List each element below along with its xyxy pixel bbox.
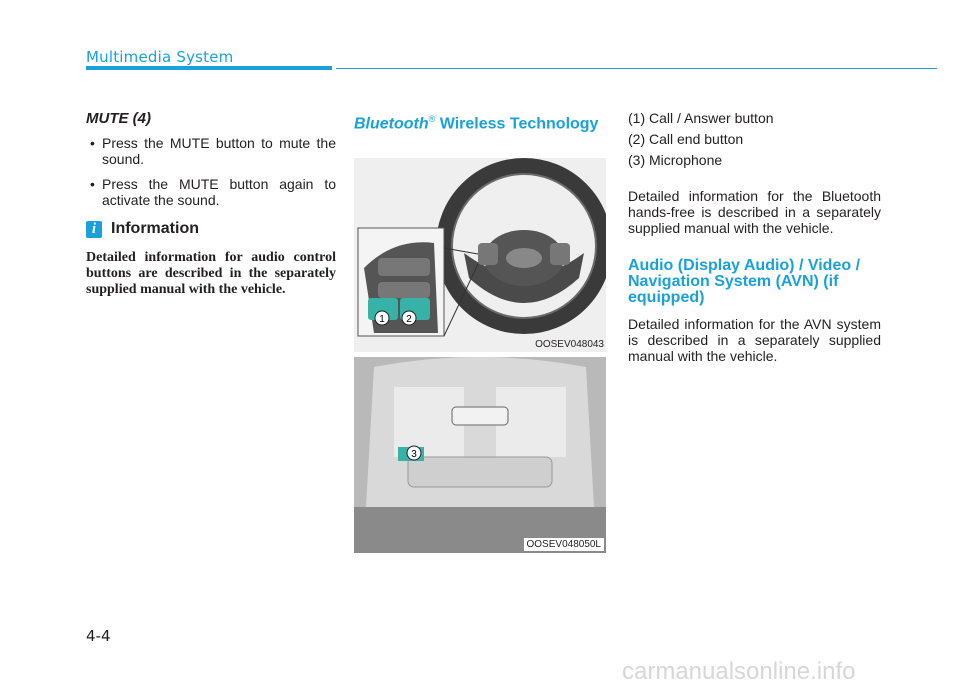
header-rule-thin bbox=[336, 68, 937, 69]
details-column bbox=[628, 110, 881, 364]
mute-column bbox=[86, 110, 336, 298]
callout-1: 1 bbox=[379, 314, 385, 325]
mute-bullet: • Press the MUTE button to mute the sound. bbox=[86, 135, 336, 167]
section-header: Multimedia System bbox=[86, 48, 234, 66]
overhead-console-illustration bbox=[354, 357, 606, 553]
information-title: Information bbox=[111, 220, 199, 237]
bluetooth-paragraph: Detailed information for the Bluetooth hands-free is described in a separately supplied manual with the vehicle. bbox=[628, 188, 881, 236]
information-text: Detailed information for audio control buttons are described in the separately supplied manual with the vehicle. bbox=[86, 250, 336, 297]
header-rule-thick bbox=[86, 66, 332, 70]
bluetooth-heading-brand: Bluetooth bbox=[354, 115, 429, 133]
avn-heading: Audio (Display Audio) / Video / Navigation System (AVN) (if equipped) bbox=[628, 257, 861, 306]
figure-code: OOSEV048043 bbox=[535, 339, 604, 350]
callout-3: 3 bbox=[411, 449, 417, 460]
page-number: 4-4 bbox=[86, 627, 111, 645]
bluetooth-column bbox=[354, 110, 606, 133]
avn-paragraph: Detailed information for the AVN system is described in a separately supplied manual with the vehicle. bbox=[628, 316, 881, 364]
info-icon: i bbox=[86, 221, 102, 238]
microphone-figure bbox=[354, 357, 606, 553]
mute-bullet: • Press the MUTE button again to activate the sound. bbox=[86, 176, 336, 208]
watermark: carmanualsonline.info bbox=[622, 658, 856, 685]
mute-heading: MUTE (4) bbox=[86, 110, 151, 127]
registered-mark: ® bbox=[428, 114, 436, 124]
steering-wheel-figure bbox=[354, 158, 606, 352]
legend-item: (1) Call / Answer button bbox=[628, 110, 774, 126]
legend-item: (3) Microphone bbox=[628, 152, 723, 168]
bluetooth-heading-rest: Wireless Technology bbox=[435, 115, 599, 133]
information-header bbox=[86, 220, 336, 238]
steering-wheel-illustration bbox=[354, 158, 606, 352]
bluetooth-heading bbox=[354, 110, 606, 133]
figure-code: OOSEV048050L bbox=[524, 538, 605, 551]
legend-item: (2) Call end button bbox=[628, 131, 744, 147]
callout-2: 2 bbox=[406, 314, 412, 325]
mute-bullets bbox=[86, 135, 336, 208]
